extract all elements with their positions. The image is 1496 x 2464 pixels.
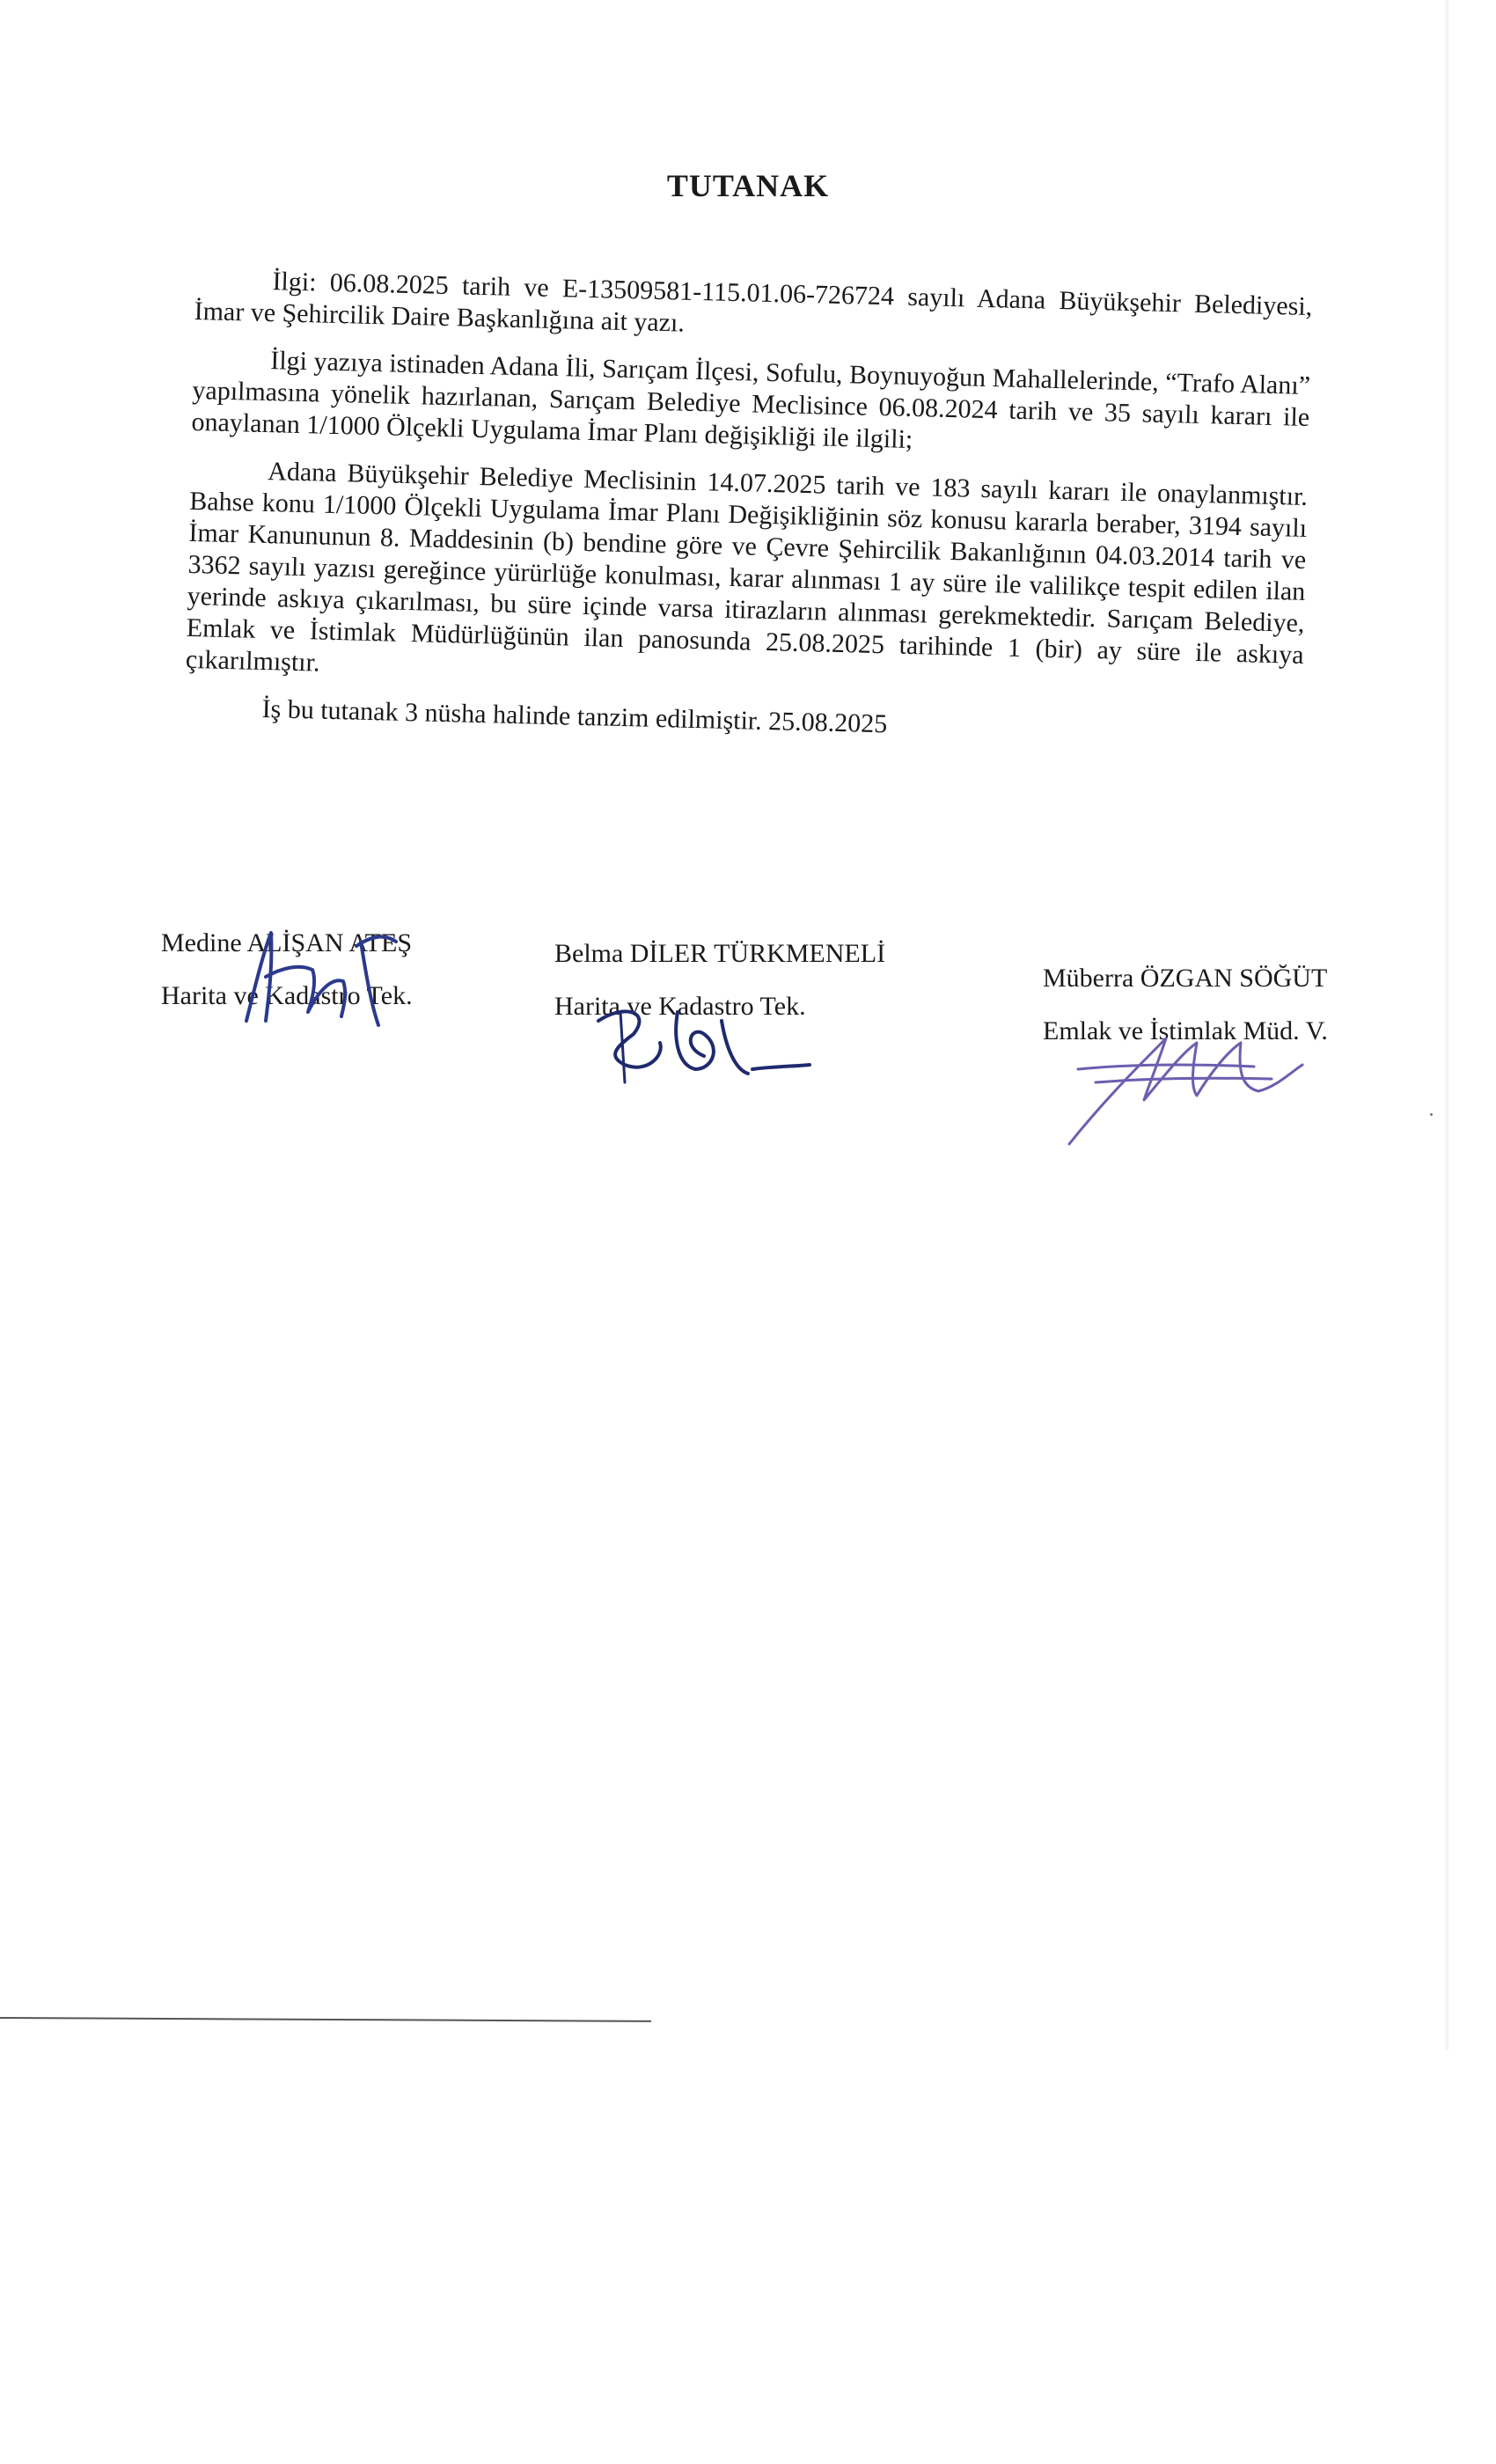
paragraph-decision: Adana Büyükşehir Belediye Meclisinin 14.07.2025 tarih ve 183 sayılı kararı ile onaylanmıştır. Bahse konu 1/1000 Ölçekli Uygulama İmar Planı Değişikliğinin söz konusu kararla beraber, 3194 sayılı İmar Kanununun 8. Maddesinin (b) bendine göre ve Çevre Şehircilik Bakanlığının 04.03.2014 tarih ve 3362 sayılı yazısı gereğince yürürlüğe konulması, karar alınması 1 ay süre ile valilikçe tespit edilen ilan yerinde askıya çıkarılması, bu süre içinde varsa itirazların alınması gerekmektedir. Sarıçam Belediye, Emlak ve İstimlak Müdürlüğünün ilan panosunda 25.08.2025 tarihinde 1 (bir) ay süre ile askıya çıkarılmıştır. [185,457,1309,678]
scan-border-line [0,2017,651,2022]
paragraph-closing: İş bu tutanak 3 nüsha halinde tanzim edilmiştir. 25.08.2025 [261,694,888,739]
scan-edge-shadow [1443,0,1448,2050]
signatory-role: Harita ve Kadastro Tek. [554,992,806,1021]
signatory-name: Medine ALİŞAN ATEŞ [161,928,412,957]
signatory-name: Müberra ÖZGAN SÖĞÜT [1043,964,1328,993]
signatory-role: Harita ve Kadastro Tek. [161,981,413,1010]
signature-block-1 [161,926,413,1014]
paragraph-reference: İlgi: 06.08.2025 tarih ve E-13509581-115.01.06-726724 sayılı Adana Büyükşehir Belediyesi, İmar ve Şehircilik Daire Başkanlığına ait yazı. [194,267,1313,338]
scan-speck [1430,1113,1433,1116]
signatory-name: Belma DİLER TÜRKMENELİ [554,939,886,968]
paragraph-subject: İlgi yazıya istinaden Adana İli, Sarıçam İlçesi, Sofulu, Boynuyoğun Mahallelerinde, “Trafo Alanı” yapılmasına yönelik hazırlanan, Sarıçam Belediye Meclisince 06.08.2024 tarih ve 35 sayılı kararı ile onaylanan 1/1000 Ölçekli Uygulama İmar Planı değişikliği ile ilgili; [191,346,1311,454]
signatory-role: Emlak ve İstimlak Müd. V. [1043,1016,1328,1045]
document-title: TUTANAK [666,168,830,203]
document-body [184,264,1313,766]
signature-block-3 [1043,961,1328,1049]
signature-block-2 [554,936,885,1024]
